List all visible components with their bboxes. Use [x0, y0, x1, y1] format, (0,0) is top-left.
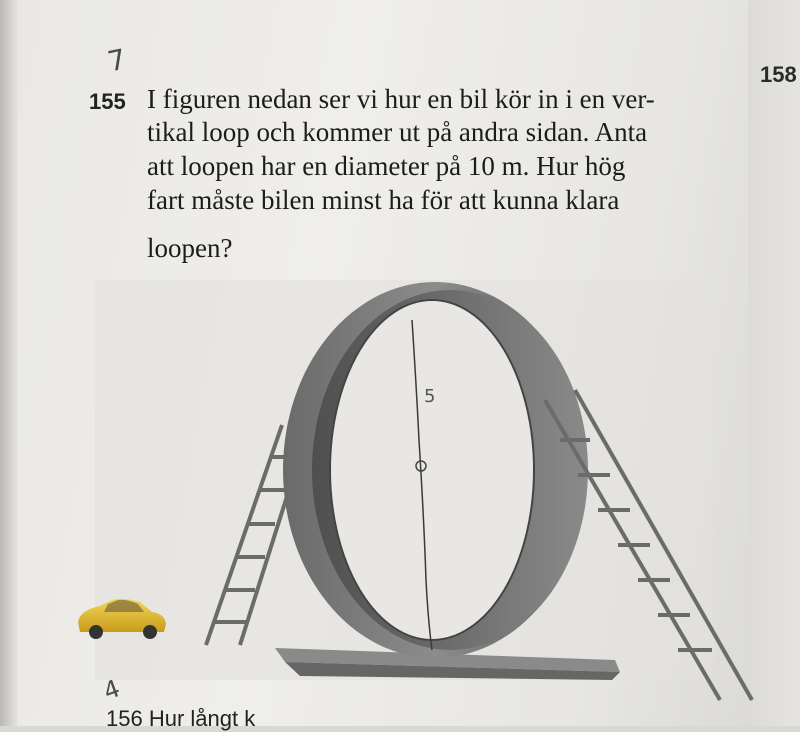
next-problem-partial: 156 Hur långt k [106, 706, 256, 731]
problem-text-line-2: tikal loop och kommer ut på andra sidan. Anta [147, 117, 648, 147]
problem-number: 155 [89, 89, 126, 114]
pencil-mark-bottom: 4 [99, 674, 124, 706]
page-number: 158 [760, 62, 797, 87]
pencil-mark-top: 7 [104, 42, 130, 79]
radius-label: 5 [424, 386, 436, 407]
loop-opening [330, 300, 534, 640]
problem-text-line-3: att loopen har en diameter på 10 m. Hur hög [147, 151, 626, 181]
problem-text-line-1: I figuren nedan ser vi hur en bil kör in i en ver- [147, 84, 655, 114]
problem-text-line-4: fart måste bilen minst ha för att kunna klara [147, 185, 620, 215]
problem-text-line-5: loopen? [147, 233, 233, 263]
